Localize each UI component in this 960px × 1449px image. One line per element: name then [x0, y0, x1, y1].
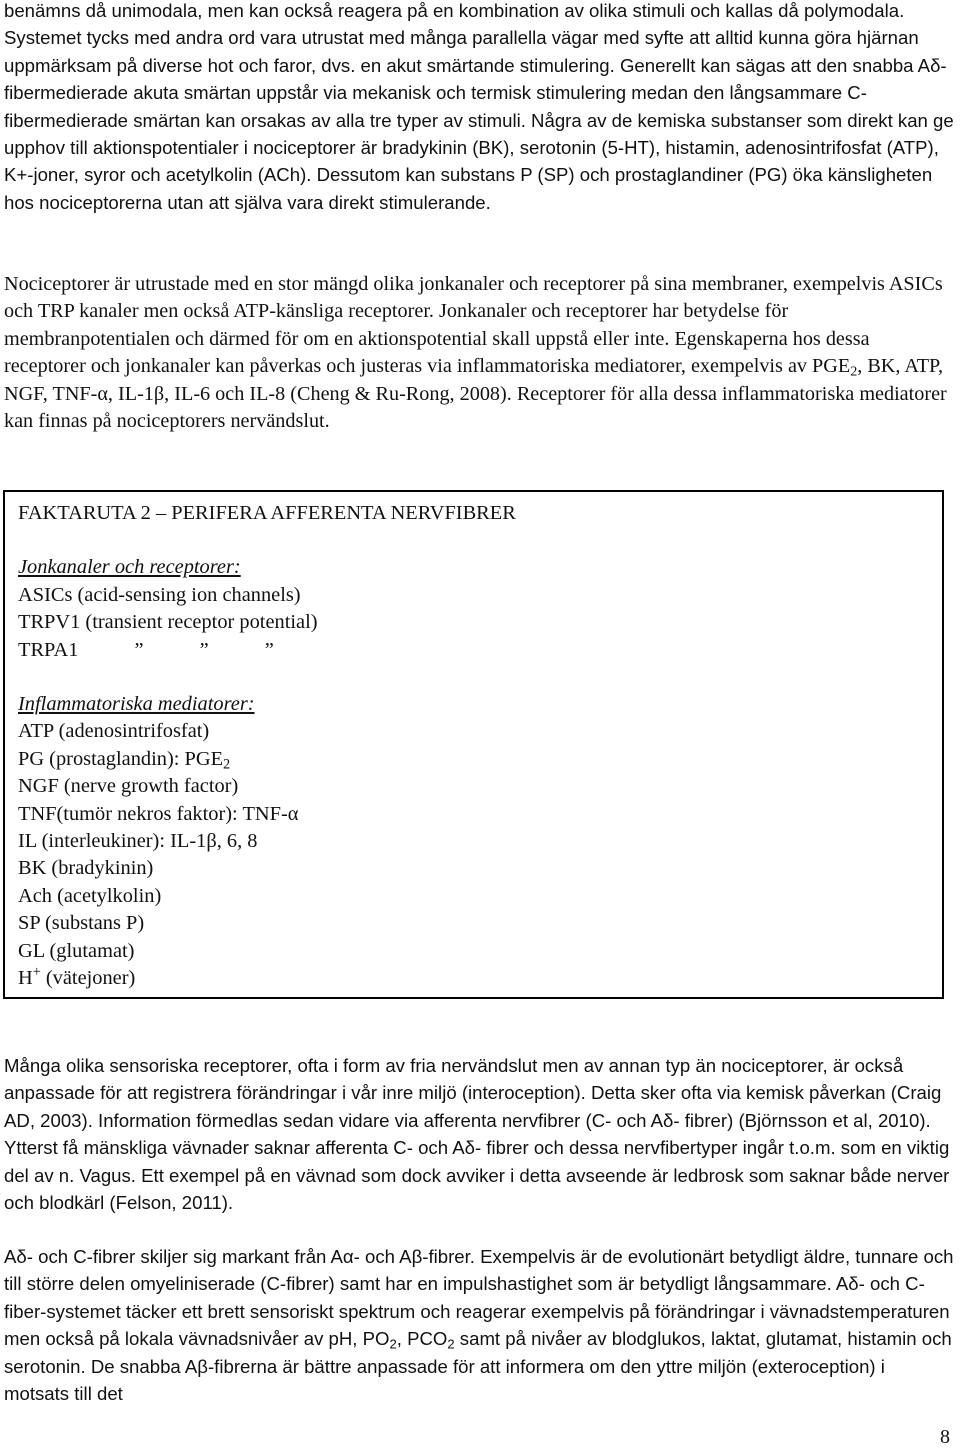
paragraph-fiber-types [4, 1243, 954, 1407]
subscript: 2 [389, 1336, 397, 1352]
paragraph-nociceptors-text-b: , BK, ATP, NGF, TNF-α, IL-1β, IL-6 och IL-8 (Cheng & Ru-Rong, 2008). Receptorer för alla dessa inflammatoriska mediatorer kan finnas på nociceptorers nervändslut. [4, 355, 947, 433]
subscript: 2 [447, 1336, 455, 1352]
paragraph-fiber-types-text-a: Aδ- och C-fibrer skiljer sig markant från Aα- och Aβ-fibrer. Exempelvis är de evolutionärt betydligt äldre, tunnare och till större delen omyeliniserade (C-fibrer) samt har en impulshastighet som är betydligt långsammare. Aδ- och C-fiber-systemet täcker ett brett sensoriskt spektrum och reagerar exempelvis på förändringar i vävnadstemperaturen men också på lokala vävnadsnivåer av pH, PO [4, 1246, 954, 1350]
inflammatory-mediators-heading: Inflammatoriska mediatorer: [18, 693, 255, 716]
paragraph-intro [4, 0, 954, 216]
faktaruta-title: FAKTARUTA 2 – PERIFERA AFFERENTA NERVFIBRER [18, 502, 516, 524]
paragraph-interoception [4, 1052, 954, 1216]
mediator-gl: GL (glutamat) [18, 939, 135, 962]
mediator-pg-text: PG (prostaglandin): PGE [18, 747, 224, 770]
ion-item-trpv1: TRPV1 (transient receptor potential) [18, 611, 318, 634]
subscript: 2 [223, 756, 231, 773]
mediator-h-text: (vätejoner) [40, 967, 136, 990]
mediator-sp: SP (substans P) [18, 912, 145, 935]
mediator-atp: ATP (adenosintrifosfat) [18, 720, 210, 743]
paragraph-fiber-types-text-c: samt på nivåer av blodglukos, laktat, glutamat, histamin och serotonin. De snabba Aβ-fibrerna är bättre anpassade för att informera om den yttre miljön (exteroception) i motsats till det [4, 1328, 952, 1405]
paragraph-nociceptors-text-a: Nociceptorer är utrustade med en stor mängd olika jonkanaler och receptorer på sina membraner, exempelvis ASICs och TRP kanaler men också ATP-känsliga receptorer. Jonkanaler och receptorer har betydelse för membranpotentialen och därmed för om en aktionspotential skall uppstå eller inte. Egenskaperna hos dessa receptorer och jonkanaler kan påverkas och justeras via inflammatoriska mediatorer, exempelvis av PGE [4, 273, 943, 378]
mediator-tnf: TNF(tumör nekros faktor): TNF-α [18, 802, 299, 825]
mediator-bk: BK (bradykinin) [18, 857, 154, 880]
paragraph-nociceptors [4, 271, 954, 435]
mediator-ach: Ach (acetylkolin) [18, 884, 162, 907]
mediator-h-symbol: H [18, 967, 33, 990]
faktaruta-box [3, 490, 944, 999]
subscript: 2 [850, 363, 858, 380]
paragraph-interoception-text: Många olika sensoriska receptorer, ofta i form av fria nervändslut men av annan typ än nociceptorer, är också anpassade för att registrera förändringar i vår inre miljö (interoception). Detta sker ofta via kemisk påverkan (Craig AD, 2003). Information förmedlas sedan vidare via afferenta nervfibrer (C- och Aδ- fibrer) (Björnsson et al, 2010). Ytterst få mänskliga vävnader saknar afferenta C- och Aδ- fibrer och dessa nervfibertyper ingår t.o.m. som en viktig del av n. Vagus. Ett exempel på en vävnad som dock avviker i detta avseende är ledbrosk som saknar både nerver och blodkärl (Felson, 2011). [4, 1055, 950, 1214]
ion-item-asics: ASICs (acid-sensing ion channels) [18, 583, 301, 606]
paragraph-fiber-types-text-b: , PCO [396, 1328, 448, 1350]
superscript: + [32, 964, 41, 981]
page-number: 8 [940, 1426, 950, 1448]
mediator-il: IL (interleukiner): IL-1β, 6, 8 [18, 830, 258, 853]
ion-item-trpa1: TRPA1 ” ” ” [18, 638, 274, 661]
paragraph-intro-text: benämns då unimodala, men kan också reagera på en kombination av olika stimuli och kallas då polymodala. Systemet tycks med andra ord vara utrustat med många parallella vägar med syfte att alltid kunna göra hjärnan uppmärksam på diverse hot och faror, dvs. en akut smärtande stimulering. Generellt kan sägas att den snabba Aδ-fibermedierade akuta smärtan uppstår via mekanisk och termisk stimulering medan den långsammare C-fibermedierade smärtan kan orsakas av alla tre typer av stimuli. Några av de kemiska substanser som direkt kan ge upphov till aktionspotentialer i nociceptorer är bradykinin (BK), serotonin (5-HT), histamin, adenosintrifosfat (ATP), K+-joner, syror och acetylkolin (ACh). Dessutom kan substans P (SP) och prostaglandiner (PG) öka känsligheten hos nociceptorerna utan att själva vara direkt stimulerande. [4, 0, 954, 213]
mediator-ngf: NGF (nerve growth factor) [18, 775, 239, 798]
ion-channels-heading: Jonkanaler och receptorer: [18, 556, 241, 579]
mediator-h [18, 965, 932, 992]
mediator-pg [18, 746, 932, 773]
